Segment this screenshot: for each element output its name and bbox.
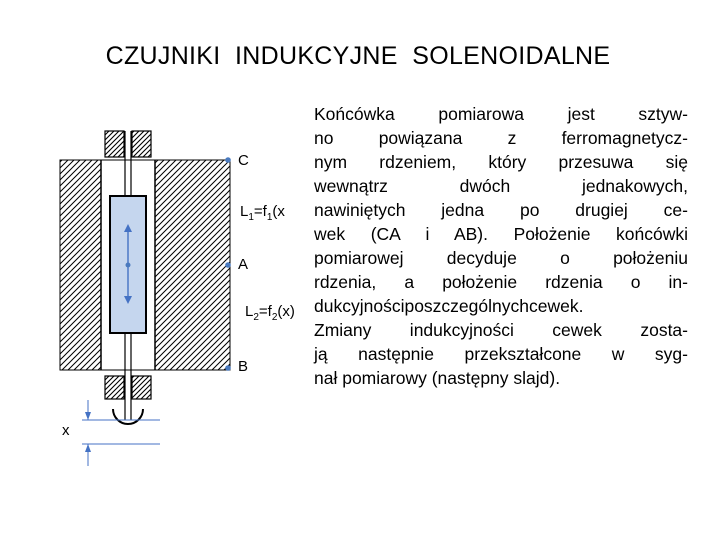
- core-center-dot: [126, 263, 131, 268]
- description-line: nym rdzeniem, który przesuwa się: [314, 152, 688, 172]
- description-line: Końcówka pomiarowa jest sztyw-: [314, 104, 688, 124]
- description-line: nawiniętych jedna po drugiej ce-: [314, 200, 688, 220]
- description-line: nał pomiarowy (następny slajd).: [314, 368, 561, 388]
- description-line: wek (CA i AB). Położenie końcówki: [314, 224, 688, 244]
- description-line: dukcyjnościposzczególnychcewek.: [314, 296, 584, 316]
- bottom-guide: [105, 376, 151, 399]
- x-displacement-marker: [82, 400, 160, 466]
- description-text: [314, 102, 688, 390]
- description-line: ją następnie przekształcone w syg-: [314, 344, 688, 364]
- page-title: CZUJNIKI INDUKCYJNE SOLENOIDALNE: [105, 42, 611, 70]
- label-l2: $L_2=f_2(x)$: [245, 303, 295, 323]
- label-x: x: [62, 422, 70, 439]
- description-line: pomiarowej decyduje o położeniu: [314, 248, 688, 268]
- description-line: Zmiany indukcyjności cewek zosta-: [314, 320, 688, 340]
- description-line: rdzenia, a położenie rdzenia o in-: [314, 272, 688, 292]
- top-guide: [105, 131, 151, 157]
- terminal-c-dot: [225, 157, 231, 163]
- label-c: C: [238, 152, 249, 169]
- terminal-a-dot: [225, 262, 231, 268]
- label-a: A: [238, 256, 249, 273]
- description-line: no powiązana z ferromagnetycz-: [314, 128, 688, 148]
- terminal-b-dot: [225, 365, 231, 371]
- label-b: B: [238, 358, 249, 375]
- probe-tip: [113, 409, 143, 424]
- description-line: wewnątrz dwóch jednakowych,: [314, 176, 688, 196]
- label-l1: $L_1=f_1(x$: [240, 203, 285, 223]
